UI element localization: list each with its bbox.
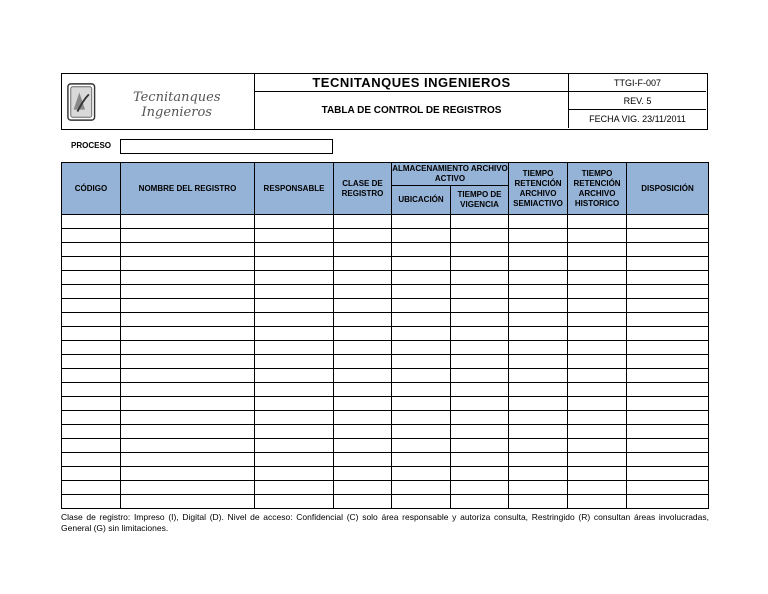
table-cell[interactable] bbox=[509, 411, 568, 425]
table-cell[interactable] bbox=[255, 257, 334, 271]
table-cell[interactable] bbox=[62, 383, 121, 397]
table-cell[interactable] bbox=[334, 467, 392, 481]
table-cell[interactable] bbox=[255, 355, 334, 369]
table-cell[interactable] bbox=[568, 299, 627, 313]
table-cell[interactable] bbox=[392, 369, 451, 383]
table-cell[interactable] bbox=[121, 467, 255, 481]
table-cell[interactable] bbox=[627, 495, 709, 509]
table-cell[interactable] bbox=[509, 285, 568, 299]
table-cell[interactable] bbox=[392, 397, 451, 411]
table-cell[interactable] bbox=[62, 243, 121, 257]
table-cell[interactable] bbox=[568, 467, 627, 481]
table-cell[interactable] bbox=[62, 453, 121, 467]
table-cell[interactable] bbox=[334, 481, 392, 495]
table-cell[interactable] bbox=[509, 243, 568, 257]
table-cell[interactable] bbox=[568, 243, 627, 257]
table-cell[interactable] bbox=[62, 257, 121, 271]
table-cell[interactable] bbox=[121, 285, 255, 299]
table-cell[interactable] bbox=[451, 369, 509, 383]
table-cell[interactable] bbox=[627, 467, 709, 481]
table-row bbox=[62, 257, 709, 271]
table-cell[interactable] bbox=[62, 341, 121, 355]
table-cell[interactable] bbox=[509, 369, 568, 383]
table-cell[interactable] bbox=[568, 327, 627, 341]
table-cell[interactable] bbox=[568, 341, 627, 355]
table-cell[interactable] bbox=[255, 397, 334, 411]
table-row bbox=[62, 481, 709, 495]
table-cell[interactable] bbox=[121, 327, 255, 341]
table-cell[interactable] bbox=[255, 341, 334, 355]
table-cell[interactable] bbox=[627, 229, 709, 243]
header-disposicion: DISPOSICIÓN bbox=[627, 163, 709, 215]
table-cell[interactable] bbox=[392, 439, 451, 453]
table-cell[interactable] bbox=[451, 453, 509, 467]
table-cell[interactable] bbox=[334, 341, 392, 355]
document-code: TTGI-F-007 bbox=[569, 74, 706, 92]
table-cell[interactable] bbox=[121, 411, 255, 425]
table-cell[interactable] bbox=[568, 271, 627, 285]
table-cell[interactable] bbox=[568, 495, 627, 509]
table-cell[interactable] bbox=[255, 215, 334, 229]
table-row bbox=[62, 439, 709, 453]
table-cell[interactable] bbox=[568, 369, 627, 383]
table-cell[interactable] bbox=[62, 215, 121, 229]
table-cell[interactable] bbox=[121, 439, 255, 453]
table-row bbox=[62, 327, 709, 341]
table-cell[interactable] bbox=[627, 355, 709, 369]
table-cell[interactable] bbox=[627, 397, 709, 411]
table-cell[interactable] bbox=[62, 411, 121, 425]
table-cell[interactable] bbox=[334, 425, 392, 439]
table-cell[interactable] bbox=[334, 271, 392, 285]
table-cell[interactable] bbox=[121, 299, 255, 313]
table-cell[interactable] bbox=[627, 257, 709, 271]
table-cell[interactable] bbox=[334, 285, 392, 299]
table-cell[interactable] bbox=[627, 299, 709, 313]
table-cell[interactable] bbox=[121, 383, 255, 397]
table-cell[interactable] bbox=[255, 425, 334, 439]
table-cell[interactable] bbox=[255, 271, 334, 285]
table-cell[interactable] bbox=[334, 397, 392, 411]
table-row bbox=[62, 425, 709, 439]
records-table bbox=[61, 162, 709, 509]
table-cell[interactable] bbox=[121, 369, 255, 383]
table-cell[interactable] bbox=[627, 411, 709, 425]
table-cell[interactable] bbox=[62, 327, 121, 341]
table-cell[interactable] bbox=[627, 453, 709, 467]
header-retencion-historico: TIEMPO RETENCIÓN ARCHIVO HISTORICO bbox=[568, 163, 627, 215]
table-row bbox=[62, 341, 709, 355]
table-cell[interactable] bbox=[121, 341, 255, 355]
table-cell[interactable] bbox=[334, 327, 392, 341]
table-cell[interactable] bbox=[255, 495, 334, 509]
table-row bbox=[62, 467, 709, 481]
table-cell[interactable] bbox=[509, 467, 568, 481]
table-cell[interactable] bbox=[334, 313, 392, 327]
header-almacenamiento: ALMACENAMIENTO ARCHIVO ACTIVO bbox=[392, 163, 509, 186]
logo bbox=[62, 74, 255, 129]
table-cell[interactable] bbox=[334, 383, 392, 397]
header-tiempo-vigencia: TIEMPO DE VIGENCIA bbox=[451, 186, 509, 215]
table-cell[interactable] bbox=[627, 285, 709, 299]
table-cell[interactable] bbox=[334, 215, 392, 229]
table-cell[interactable] bbox=[509, 215, 568, 229]
table-cell[interactable] bbox=[568, 313, 627, 327]
table-cell[interactable] bbox=[392, 285, 451, 299]
table-cell[interactable] bbox=[568, 439, 627, 453]
table-cell[interactable] bbox=[627, 425, 709, 439]
table-cell[interactable] bbox=[392, 257, 451, 271]
table-cell[interactable] bbox=[334, 355, 392, 369]
table-cell[interactable] bbox=[334, 411, 392, 425]
table-row bbox=[62, 453, 709, 467]
table-cell[interactable] bbox=[392, 481, 451, 495]
table-cell[interactable] bbox=[392, 271, 451, 285]
table-cell[interactable] bbox=[509, 341, 568, 355]
table-cell[interactable] bbox=[568, 411, 627, 425]
table-cell[interactable] bbox=[509, 425, 568, 439]
table-cell[interactable] bbox=[255, 327, 334, 341]
table-cell[interactable] bbox=[509, 299, 568, 313]
table-cell[interactable] bbox=[121, 355, 255, 369]
table-cell[interactable] bbox=[255, 369, 334, 383]
table-cell[interactable] bbox=[568, 215, 627, 229]
table-row bbox=[62, 383, 709, 397]
table-cell[interactable] bbox=[392, 453, 451, 467]
table-cell[interactable] bbox=[392, 215, 451, 229]
table-cell[interactable] bbox=[334, 257, 392, 271]
header-nombre-registro: NOMBRE DEL REGISTRO bbox=[121, 163, 255, 215]
table-cell[interactable] bbox=[121, 271, 255, 285]
header-ubicacion: UBICACIÓN bbox=[392, 186, 451, 215]
table-cell[interactable] bbox=[568, 285, 627, 299]
table-cell[interactable] bbox=[451, 327, 509, 341]
table-cell[interactable] bbox=[568, 229, 627, 243]
process-label: PROCESO bbox=[71, 141, 112, 150]
table-cell[interactable] bbox=[62, 425, 121, 439]
table-cell[interactable] bbox=[121, 481, 255, 495]
table-cell[interactable] bbox=[451, 313, 509, 327]
footnote: Clase de registro: Impreso (I), Digital (D). Nivel de acceso: Confidencial (C) solo área responsable y autoriza consulta, Restringido (R) consultan áreas involucradas, General (G) sin limitaciones. bbox=[61, 512, 709, 533]
table-cell[interactable] bbox=[334, 229, 392, 243]
table-body bbox=[62, 215, 709, 509]
table-cell[interactable] bbox=[62, 481, 121, 495]
table-cell[interactable] bbox=[392, 411, 451, 425]
table-cell[interactable] bbox=[255, 411, 334, 425]
table-cell[interactable] bbox=[255, 481, 334, 495]
table-cell[interactable] bbox=[392, 341, 451, 355]
table-cell[interactable] bbox=[392, 355, 451, 369]
table-cell[interactable] bbox=[627, 243, 709, 257]
table-cell[interactable] bbox=[121, 229, 255, 243]
table-cell[interactable] bbox=[451, 495, 509, 509]
table-cell[interactable] bbox=[509, 397, 568, 411]
table-row bbox=[62, 215, 709, 229]
table-cell[interactable] bbox=[62, 495, 121, 509]
table-cell[interactable] bbox=[627, 341, 709, 355]
table-cell[interactable] bbox=[392, 383, 451, 397]
tank-logo-icon bbox=[66, 80, 96, 124]
table-cell[interactable] bbox=[392, 495, 451, 509]
document-title: TABLA DE CONTROL DE REGISTROS bbox=[255, 92, 569, 128]
table-cell[interactable] bbox=[451, 425, 509, 439]
table-row bbox=[62, 313, 709, 327]
table-cell[interactable] bbox=[627, 369, 709, 383]
table-cell[interactable] bbox=[334, 369, 392, 383]
table-cell[interactable] bbox=[627, 383, 709, 397]
table-cell[interactable] bbox=[392, 467, 451, 481]
table-cell[interactable] bbox=[451, 411, 509, 425]
table-cell[interactable] bbox=[62, 229, 121, 243]
table-cell[interactable] bbox=[568, 355, 627, 369]
table-cell[interactable] bbox=[392, 425, 451, 439]
table-cell[interactable] bbox=[627, 271, 709, 285]
table-row bbox=[62, 243, 709, 257]
table-cell[interactable] bbox=[334, 299, 392, 313]
table-cell[interactable] bbox=[509, 271, 568, 285]
header-retencion-semiactivo: TIEMPO RETENCIÓN ARCHIVO SEMIACTIVO bbox=[509, 163, 568, 215]
header-responsable: RESPONSABLE bbox=[255, 163, 334, 215]
table-cell[interactable] bbox=[255, 285, 334, 299]
table-cell[interactable] bbox=[255, 467, 334, 481]
table-cell[interactable] bbox=[392, 313, 451, 327]
table-cell[interactable] bbox=[121, 495, 255, 509]
document-header bbox=[61, 73, 708, 130]
table-cell[interactable] bbox=[509, 229, 568, 243]
table-cell[interactable] bbox=[392, 327, 451, 341]
table-cell[interactable] bbox=[451, 229, 509, 243]
table-cell[interactable] bbox=[121, 397, 255, 411]
table-cell[interactable] bbox=[62, 299, 121, 313]
table-cell[interactable] bbox=[509, 383, 568, 397]
table-row bbox=[62, 229, 709, 243]
table-cell[interactable] bbox=[451, 439, 509, 453]
table-cell[interactable] bbox=[62, 467, 121, 481]
table-cell[interactable] bbox=[568, 397, 627, 411]
table-cell[interactable] bbox=[62, 285, 121, 299]
table-cell[interactable] bbox=[627, 313, 709, 327]
table-cell[interactable] bbox=[509, 313, 568, 327]
table-cell[interactable] bbox=[334, 243, 392, 257]
table-cell[interactable] bbox=[568, 425, 627, 439]
table-row bbox=[62, 285, 709, 299]
table-cell[interactable] bbox=[451, 299, 509, 313]
table-row bbox=[62, 271, 709, 285]
table-cell[interactable] bbox=[334, 439, 392, 453]
table-cell[interactable] bbox=[451, 215, 509, 229]
table-cell[interactable] bbox=[568, 453, 627, 467]
table-cell[interactable] bbox=[509, 481, 568, 495]
table-cell[interactable] bbox=[392, 299, 451, 313]
table-cell[interactable] bbox=[568, 481, 627, 495]
table-cell[interactable] bbox=[62, 271, 121, 285]
table-cell[interactable] bbox=[121, 215, 255, 229]
table-cell[interactable] bbox=[121, 425, 255, 439]
table-cell[interactable] bbox=[62, 369, 121, 383]
table-cell[interactable] bbox=[121, 243, 255, 257]
process-input[interactable] bbox=[120, 139, 333, 154]
table-row bbox=[62, 369, 709, 383]
revision-number: REV. 5 bbox=[569, 92, 706, 110]
table-cell[interactable] bbox=[451, 383, 509, 397]
table-cell[interactable] bbox=[451, 285, 509, 299]
table-cell[interactable] bbox=[509, 439, 568, 453]
table-cell[interactable] bbox=[334, 495, 392, 509]
table-cell[interactable] bbox=[62, 397, 121, 411]
table-cell[interactable] bbox=[509, 355, 568, 369]
table-cell[interactable] bbox=[451, 257, 509, 271]
table-cell[interactable] bbox=[255, 229, 334, 243]
table-cell[interactable] bbox=[509, 257, 568, 271]
table-cell[interactable] bbox=[451, 467, 509, 481]
table-cell[interactable] bbox=[627, 327, 709, 341]
table-cell[interactable] bbox=[392, 229, 451, 243]
table-cell[interactable] bbox=[255, 243, 334, 257]
header-codigo: CÓDIGO bbox=[62, 163, 121, 215]
table-cell[interactable] bbox=[451, 397, 509, 411]
table-cell[interactable] bbox=[451, 355, 509, 369]
table-cell[interactable] bbox=[627, 215, 709, 229]
table-cell[interactable] bbox=[509, 495, 568, 509]
table-cell[interactable] bbox=[121, 313, 255, 327]
table-cell[interactable] bbox=[255, 439, 334, 453]
table-cell[interactable] bbox=[451, 271, 509, 285]
table-cell[interactable] bbox=[451, 243, 509, 257]
table-cell[interactable] bbox=[255, 299, 334, 313]
table-cell[interactable] bbox=[509, 453, 568, 467]
effective-date: FECHA VIG. 23/11/2011 bbox=[589, 114, 686, 124]
table-cell[interactable] bbox=[627, 439, 709, 453]
table-cell[interactable] bbox=[62, 355, 121, 369]
table-cell[interactable] bbox=[121, 257, 255, 271]
table-cell[interactable] bbox=[568, 383, 627, 397]
table-row bbox=[62, 411, 709, 425]
table-cell[interactable] bbox=[62, 313, 121, 327]
table-cell[interactable] bbox=[255, 313, 334, 327]
table-row bbox=[62, 355, 709, 369]
table-cell[interactable] bbox=[509, 327, 568, 341]
logo-text: Tecnitanques Ingenieros bbox=[132, 89, 221, 120]
company-name: TECNITANQUES INGENIEROS bbox=[255, 74, 569, 92]
table-row bbox=[62, 495, 709, 509]
table-cell[interactable] bbox=[568, 257, 627, 271]
table-cell[interactable] bbox=[334, 453, 392, 467]
table-cell[interactable] bbox=[627, 481, 709, 495]
table-cell[interactable] bbox=[62, 439, 121, 453]
table-cell[interactable] bbox=[255, 453, 334, 467]
table-cell[interactable] bbox=[451, 341, 509, 355]
table-cell[interactable] bbox=[121, 453, 255, 467]
table-cell[interactable] bbox=[451, 481, 509, 495]
table-row bbox=[62, 397, 709, 411]
header-clase-registro: CLASE DE REGISTRO bbox=[334, 163, 392, 215]
table-cell[interactable] bbox=[392, 243, 451, 257]
table-cell[interactable] bbox=[255, 383, 334, 397]
table-row bbox=[62, 299, 709, 313]
